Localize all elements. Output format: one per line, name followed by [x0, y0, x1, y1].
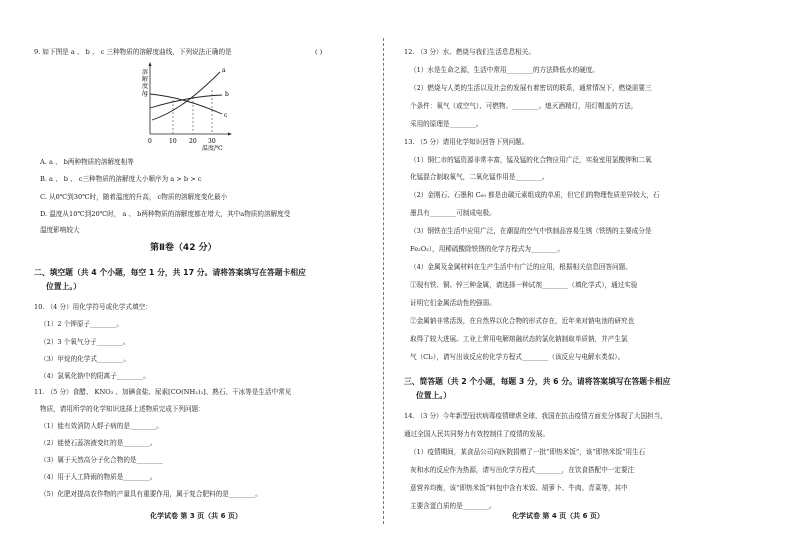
- q14-line-2: 灰和水的反应作为热源，请写出化学方程式________，在饮食搭配中一定要注: [410, 466, 635, 474]
- y-label-2: 解: [142, 76, 149, 83]
- right-page: [392, 0, 794, 560]
- q9-option-d: D. 温度从10℃到20℃时， a 、 b两种物质的溶解度都在增大，其中a物质的溶解度受: [40, 210, 291, 218]
- curve-label-c: c: [224, 112, 228, 119]
- q10-item-2: （2）3 个氧气分子________。: [40, 338, 130, 346]
- q14-stem-cont: 通过全国人民共同努力有效控制住了疫情的发展。: [404, 430, 550, 438]
- curve-label-a: a: [222, 67, 226, 74]
- q14-line-1: （1）疫情期间，某食品公司向医院捐赠了一批“即热米饭”，该“即热米饭”用生石: [410, 448, 646, 456]
- q14-stem: 14. （3 分）今年新型冠状病毒疫情肆虐全球，我国在抗击疫情方面充分体现了大国担当，: [404, 412, 667, 420]
- tick-30: 30: [208, 138, 216, 145]
- q12-stem: 12. （3 分）水、燃烧与我们生活息息相关。: [404, 48, 535, 56]
- q13-line-3: （2）金刚石、石墨和 C₆₀ 都是由碳元素组成的单质，但它们的物理性质差异较大，石: [410, 191, 660, 199]
- q11-stem-cont: 物质，请用所学的化学知识选择上述物质完成下列问题：: [40, 405, 205, 413]
- q13-line-9: 证明它们金属活动性的强弱。: [410, 299, 496, 307]
- left-footer: 化学试卷 第 3 页（共 6 页）: [150, 512, 242, 520]
- section3-heading: 三、简答题（共 2 个小题，每题 3 分，共 6 分。请将答案填写在答题卡相应: [404, 377, 671, 386]
- left-page: [0, 0, 383, 560]
- part2-title: 第Ⅱ卷（42 分）: [150, 243, 217, 253]
- q13-line-8: ①现有铁、铜、锌三种金属，请选择一种试剂________（填化学式），通过实验: [410, 281, 638, 289]
- q14-line-4: 主要含蛋白质的是________。: [410, 502, 496, 510]
- solubility-curve-chart: [140, 62, 240, 152]
- q12-line-4: 采用的原理是________。: [410, 120, 483, 128]
- section2-heading: 二、填空题（共 4 个小题，每空 1 分，共 17 分。请将答案填写在答题卡相应: [34, 268, 306, 277]
- q13-line-2: 化锰混合制取氧气，二氧化锰作用是________。: [410, 173, 549, 181]
- q11-stem: 11. （5 分）食醋、 KNO₃ 、加碘食盐、尿素[CO(NH₂)₂]、熟石、干冰等是生活中常见: [34, 388, 292, 396]
- y-label-1: 溶: [142, 69, 149, 76]
- q13-line-5: （3）钢铁在生活中应用广泛，在潮湿的空气中铁制品容易生锈（铁锈的主要成分是: [410, 227, 652, 235]
- q14-line-3: 意营养均衡，该“即热米饭”料包中含有米饭、胡萝卜、牛肉、青菜等，其中: [410, 484, 628, 492]
- q9-option-c: C. 从0℃到30℃时，随着温度的升高， c物质的溶解度变化最小: [40, 193, 228, 201]
- section2-heading-cont: 位置上。）: [46, 282, 82, 291]
- tick-20: 20: [189, 138, 197, 145]
- y-arrow: [149, 62, 152, 66]
- origin-label: 0: [148, 138, 152, 145]
- right-footer: 化学试卷 第 4 页（共 6 页）: [512, 512, 604, 520]
- q11-item-2: （2）能使石蕊溶液变红的是________。: [40, 439, 157, 447]
- q11-item-5: （5）化肥对提高农作物的产量具有重要作用，属于复合肥料的是________。: [40, 490, 262, 498]
- q13-line-4: 墨具有________可制成电极。: [410, 209, 496, 217]
- tick-10: 10: [169, 138, 177, 145]
- page-divider: [383, 38, 384, 524]
- q13-line-11: 取得了较大进展。工业上常用电解熔融状态的氯化钠制取单质钠，并产生氯: [410, 335, 628, 343]
- q13-line-6: Fe₂O₃），用稀硫酸除铁锈的化学方程式为________。: [410, 245, 564, 253]
- y-label-4: /g: [142, 90, 148, 97]
- x-axis-label: 温度/℃: [202, 145, 223, 152]
- y-label-3: 度: [142, 83, 149, 90]
- q10-stem: 10. （4 分）用化学符号或化学式填空：: [34, 303, 152, 311]
- q10-item-4: （4）氯氧化钠中的阳离子________。: [40, 372, 150, 380]
- curve-label-b: b: [225, 91, 229, 98]
- q9-option-a: A. a 、 b两种物质的溶解度相等: [40, 158, 134, 166]
- q11-item-1: （1）能有效消防人蜉子病的是________。: [40, 422, 163, 430]
- q13-line-12: 气（Cl₂），请写出该反应的化学方程式________（该反应与电解水类似）。: [410, 353, 625, 361]
- q9-answer-paren: ( ): [315, 48, 323, 56]
- q10-item-3: （3）甲烷的化学式________。: [40, 355, 130, 363]
- q13-line-7: （4）金属及金属材料在生产生活中有广泛的应用，根据相关信息回答问题。: [410, 263, 632, 271]
- q12-line-2: （2）燃烧与人类的生活以及社会的发展有着密切的联系，通常情况下，燃烧需要三: [410, 84, 652, 92]
- curve-c: [150, 94, 222, 114]
- q13-line-1: （1）铜仁市的锰资源非常丰富，锰及锰的化合物应用广泛，实验室用氯酸钾和二氧: [410, 156, 652, 164]
- q11-item-3: （3）属于天然高分子化合物的是________: [40, 456, 163, 464]
- q10-item-1: （1）2 个钾原子________。: [40, 320, 124, 328]
- q9-stem: 9. 如下图是 a 、 b 、 c 三种物质的溶解度曲线，下列说法正确的是: [34, 48, 232, 56]
- q9-option-d-cont: 温度影响较大: [40, 226, 80, 234]
- q12-line-1: （1）水是生命之源，生活中常用________的方法降低水的硬度。: [410, 66, 599, 74]
- q13-line-10: ②金属钠非常活泼，在自然界以化合物的形式存在，近年来对钠电池的研究也: [410, 317, 635, 325]
- x-arrow: [228, 133, 232, 136]
- q11-item-4: （4）用于人工降雨的物质是________。: [40, 473, 157, 481]
- q13-stem: 13. （5 分）请用化学知识回答下列问题。: [404, 138, 529, 146]
- q12-line-3: 个条件：氧气（或空气）、可燃物、________。熄灭酒精灯，用灯帽盖的方法，: [410, 102, 638, 110]
- section3-heading-cont: 位置上。）: [416, 391, 452, 400]
- q9-option-b: B. a 、 b 、 c三种物质的溶解度大小顺序为 a > b > c: [40, 175, 202, 183]
